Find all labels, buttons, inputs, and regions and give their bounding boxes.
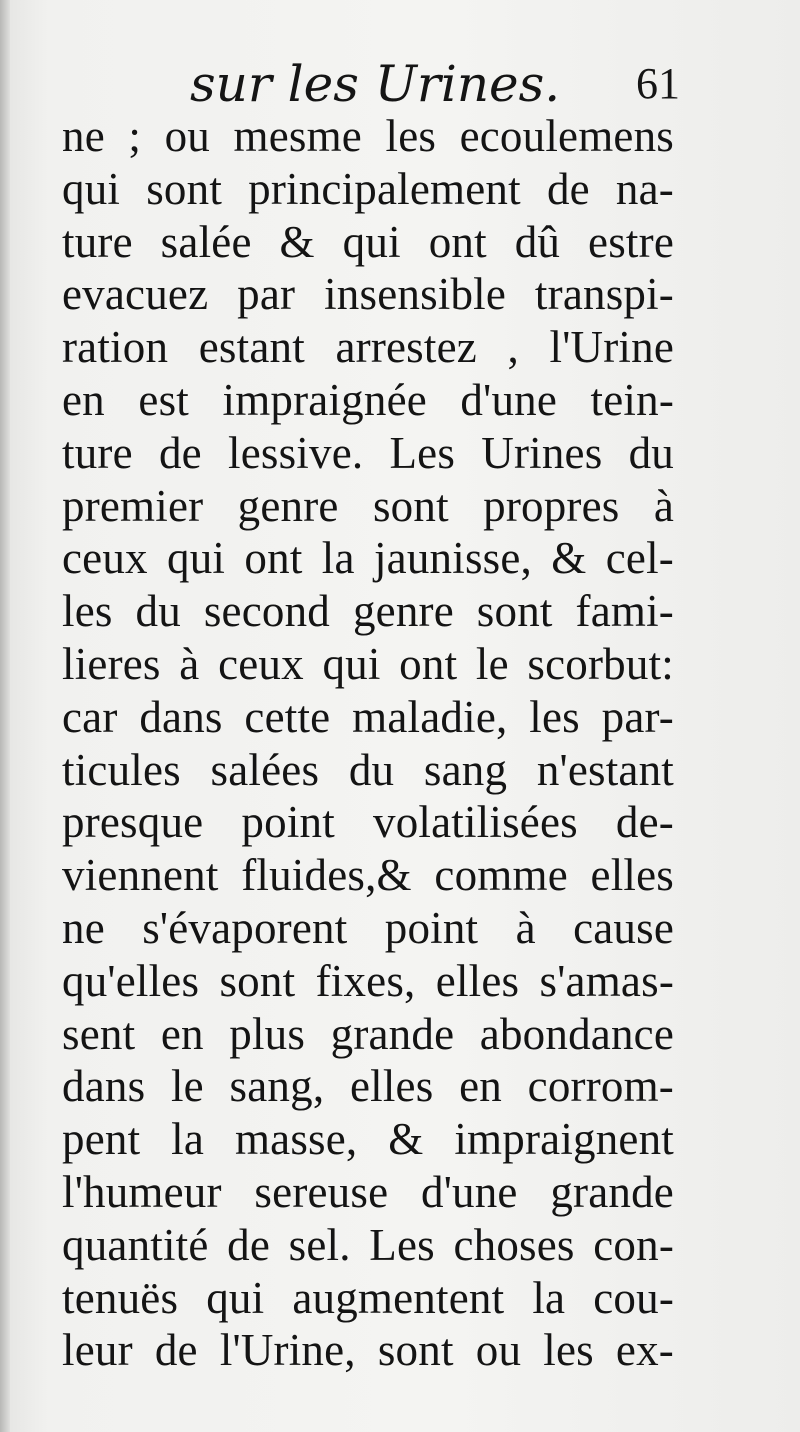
- text-line: lieres à ceux qui ont le scorbut:: [62, 638, 674, 689]
- text-line: quantité de sel. Les choses con-: [62, 1219, 674, 1270]
- text-line: sent en plus grande abondance: [62, 1008, 674, 1059]
- text-line: ture salée & qui ont dû estre: [62, 216, 674, 267]
- text-line: leur de l'Urine, sont ou les ex-: [62, 1325, 674, 1376]
- text-line: ration estant arrestez , l'Urine: [62, 322, 674, 373]
- page-number: 61: [636, 59, 680, 108]
- text-line: en est impraignée d'une tein-: [62, 374, 674, 425]
- body-text: [62, 110, 674, 1377]
- page-gutter-edge: [0, 0, 10, 1432]
- text-line: presque point volatilisées de-: [62, 797, 674, 848]
- text-line: qui sont principalement de na-: [62, 163, 674, 214]
- running-head: [60, 52, 680, 116]
- text-line: car dans cette maladie, les par-: [62, 691, 674, 742]
- text-line: evacuez par insensible transpi-: [62, 269, 674, 320]
- text-line: tenuës qui augmentent la cou-: [62, 1272, 674, 1323]
- text-line: ture de lessive. Les Urines du: [62, 427, 674, 478]
- text-line: l'humeur sereuse d'une grande: [62, 1166, 674, 1217]
- text-line: ne ; ou mesme les ecoulemens: [62, 111, 674, 161]
- text-line: premier genre sont propres à: [62, 480, 674, 531]
- text-line: viennent fluides,& comme elles: [62, 850, 674, 901]
- text-line: pent la masse, & impraignent: [62, 1114, 674, 1165]
- text-line: ceux qui ont la jaunisse, & cel-: [62, 533, 674, 584]
- running-head-title: sur les Urines.: [190, 55, 561, 113]
- text-line: dans le sang, elles en corrom-: [62, 1061, 674, 1112]
- text-line: ticules salées du sang n'estant: [62, 744, 674, 795]
- text-line: les du second genre sont fami-: [62, 586, 674, 637]
- text-line: ne s'évaporent point à cause: [62, 902, 674, 953]
- text-line: qu'elles sont fixes, elles s'amas-: [62, 955, 674, 1006]
